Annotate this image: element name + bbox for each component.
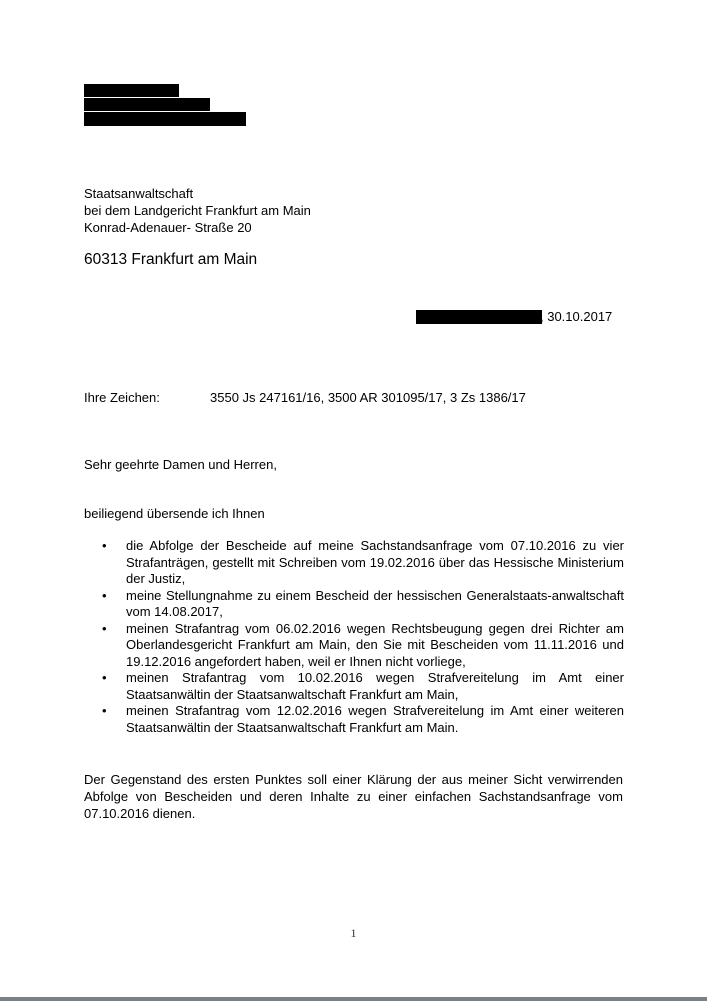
letter-date: , 30.10.2017	[540, 309, 613, 324]
reference-value: 3550 Js 247161/16, 3500 AR 301095/17, 3 Zs 1386/17	[210, 390, 526, 405]
list-item	[84, 538, 624, 588]
redacted-sender-name	[84, 84, 179, 97]
salutation: Sehr geehrte Damen und Herren,	[84, 457, 277, 472]
list-item	[84, 703, 624, 736]
bottom-divider	[0, 997, 707, 1001]
redacted-sender-street	[84, 98, 210, 111]
recipient-city: 60313 Frankfurt am Main	[84, 251, 258, 268]
redacted-place	[416, 310, 542, 324]
list-item	[84, 588, 624, 621]
list-item-text: meinen Strafantrag vom 10.02.2016 wegen Strafvereitelung im Amt einer Staatsanwältin der Staatsanwaltschaft Frankfurt am Main,	[126, 670, 624, 702]
reference-label: Ihre Zeichen:	[84, 390, 160, 405]
recipient-line-1: Staatsanwaltschaft	[84, 186, 194, 201]
list-item-text: meinen Strafantrag vom 12.02.2016 wegen Strafvereitelung im Amt einer weiteren Staatsanwältin der Staatsanwaltschaft Frankfurt am Main.	[126, 703, 624, 735]
bullet-icon: •	[102, 670, 107, 685]
bullet-icon: •	[102, 538, 107, 553]
bullet-icon: •	[102, 703, 107, 718]
bullet-icon: •	[102, 587, 107, 603]
redacted-sender-city	[84, 112, 246, 126]
bullet-icon: •	[102, 620, 107, 636]
list-item-text: die Abfolge der Bescheide auf meine Sachstandsanfrage vom 07.10.2016 zu vier Strafanträgen, gestellt mit Schreiben vom 19.02.2016 über das Hessische Ministerium der Justiz,	[126, 538, 624, 586]
list-item	[84, 621, 624, 671]
enclosure-list	[84, 538, 624, 736]
closing-paragraph: Der Gegenstand des ersten Punktes soll einer Klärung der aus meiner Sicht verwirrenden Abfolge von Bescheiden und deren Inhalte zu einer einfachen Sachstandsanfrage vom 07.10.2016 dienen.	[84, 772, 623, 821]
list-item	[84, 670, 624, 703]
page-number: 1	[350, 926, 357, 940]
recipient-line-3: Konrad-Adenauer- Straße 20	[84, 220, 252, 235]
intro-text: beiliegend übersende ich Ihnen	[84, 506, 265, 521]
recipient-line-2: bei dem Landgericht Frankfurt am Main	[84, 203, 311, 218]
list-item-text: meine Stellungnahme zu einem Bescheid der hessischen Generalstaats-anwaltschaft vom 14.08.2017,	[126, 587, 624, 619]
list-item-text: meinen Strafantrag vom 06.02.2016 wegen Rechtsbeugung gegen drei Richter am Oberlandesgericht Frankfurt am Main, den Sie mit Bescheiden vom 11.11.2016 und 19.12.2016 angefordert haben, weil er Ihnen nicht vorliege,	[126, 620, 624, 669]
